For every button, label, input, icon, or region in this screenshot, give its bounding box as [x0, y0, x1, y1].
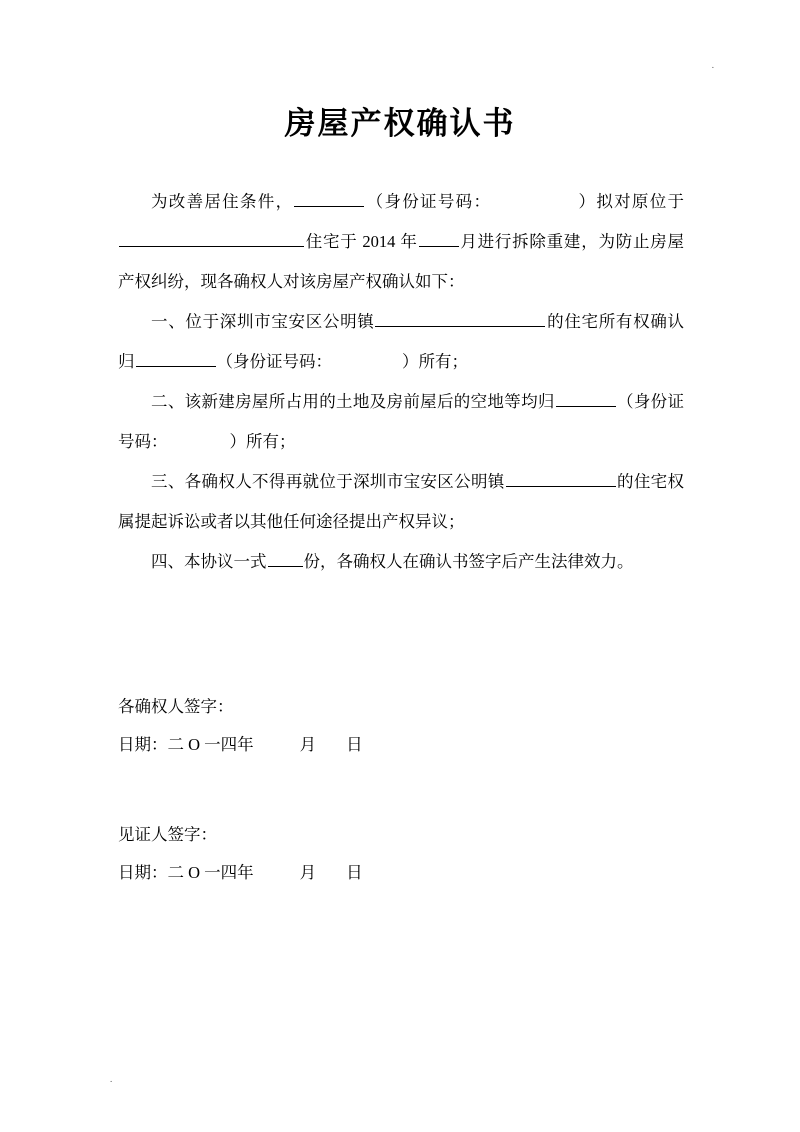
blank-copies-count[interactable] [268, 550, 303, 568]
witness-date-line [118, 854, 684, 892]
item1-text-d: ）所有； [402, 352, 468, 371]
corner-mark-bottom-left: . [110, 1074, 113, 1084]
intro-text-5: 月进行拆除重建，为防止房屋产权纠纷，现各确权人对该房屋产权确认如下： [118, 232, 685, 291]
owner-date-day: 日 [346, 735, 363, 754]
witness-date-month: 月 [299, 863, 317, 882]
item3-text-b: 的住宅权属提起诉讼或者以其他任何途径提出产权异议； [118, 472, 685, 531]
item4-text-a: 四、本协议一式 [151, 552, 267, 571]
document-body [118, 182, 684, 582]
witness-date-prefix: 日期：二 O 一四年 [118, 863, 254, 882]
owner-signature-label: 各确权人签字： [118, 697, 234, 716]
paragraph-item-2 [118, 382, 684, 462]
intro-text-3: ）拟对原位于 [577, 192, 685, 211]
item4-text-b: 份，各确权人在确认书签字后产生法律效力。 [303, 552, 634, 571]
blank-month[interactable] [419, 230, 459, 248]
paragraph-item-3 [118, 462, 684, 542]
item1-text-b: 的住宅所有权确认归 [118, 312, 685, 371]
item1-text-c: （身份证号码： [216, 352, 332, 371]
blank-owner-name[interactable] [294, 190, 364, 208]
blank-owner-name-2[interactable] [136, 350, 216, 368]
item2-text-b: （身份证号码： [118, 392, 685, 451]
blank-original-address[interactable] [119, 230, 304, 248]
intro-text-2: （身份证号码： [365, 192, 492, 211]
owner-date-month: 月 [299, 735, 317, 754]
intro-text-1: 为改善居住条件， [151, 192, 294, 211]
witness-signature-block [118, 816, 684, 892]
page-title: 房屋产权确认书 [284, 106, 516, 141]
blank-land-owner[interactable] [556, 390, 616, 408]
paragraph-item-1 [118, 302, 684, 382]
owner-date-line [118, 726, 684, 764]
corner-mark-top-right: . [711, 60, 714, 70]
item1-text-a: 一、位于深圳市宝安区公明镇 [151, 312, 375, 331]
item3-text-a: 三、各确权人不得再就位于深圳市宝安区公明镇 [151, 472, 505, 491]
owner-date-prefix: 日期：二 O 一四年 [118, 735, 254, 754]
blank-house-address-2[interactable] [506, 470, 616, 488]
item2-text-c: ）所有； [229, 432, 296, 451]
item2-text-a: 二、该新建房屋所占用的土地及房前屋后的空地等均归 [151, 392, 555, 411]
witness-signature-label: 见证人签字： [118, 825, 217, 844]
blank-house-address[interactable] [375, 310, 545, 328]
intro-text-4: 住宅于 2014 年 [305, 232, 418, 251]
witness-date-day: 日 [346, 863, 363, 882]
owner-signature-block [118, 688, 684, 764]
paragraph-intro [118, 182, 684, 302]
paragraph-item-4 [118, 542, 684, 582]
